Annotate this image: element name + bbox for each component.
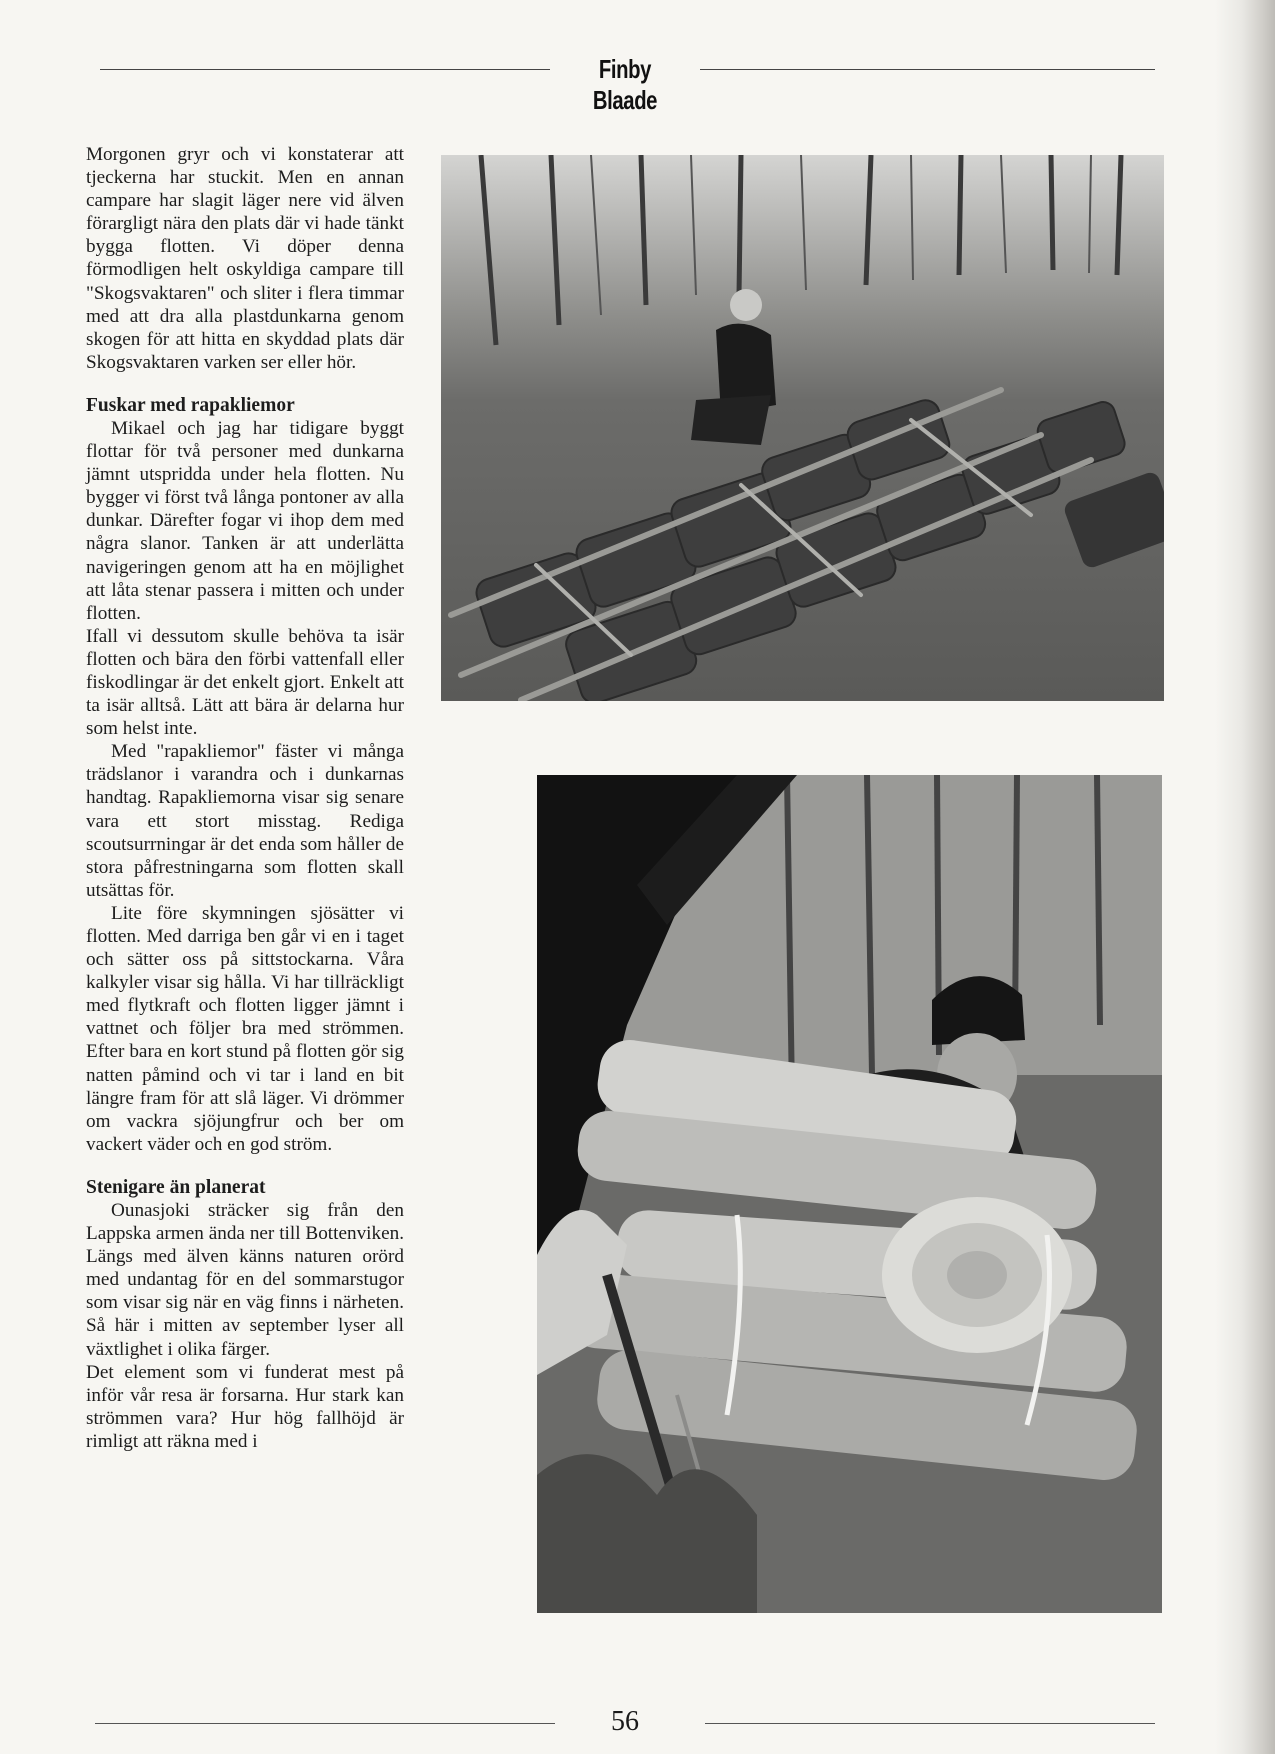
section-heading-rapakliemor: Fuskar med rapakliemor <box>86 394 295 416</box>
page-number: 56 <box>611 1706 639 1737</box>
paragraph: Mikael och jag har tidigare byggt flottar för två personer med dunkarna jämnt utspridda under hela flotten. Nu bygger vi först två långa pontoner av alla dunkar. Därefter fogar vi ihop dem med några slanor. Tanken är att underlätta navigeringen genom att ha en möjlighet att låta stenar passera i mitten och under flotten. <box>86 417 404 624</box>
paragraph: Det element som vi funderat mest på inför vår resa är forsarna. Hur stark kan strömmen vara? Hur hög fallhöjd är rimligt att räkna med i <box>86 1361 404 1452</box>
article-text-column <box>86 143 404 1453</box>
header-rule-right <box>700 69 1155 70</box>
header-rule-left <box>100 69 550 70</box>
raft-pontoons-illustration <box>441 155 1164 701</box>
lashing-logs-photo <box>537 775 1162 1613</box>
paragraph: Lite före skymningen sjösätter vi flotten. Med darriga ben går vi en i taget och sätter oss på sittstockarna. Våra kalkyler visar sig hålla. Vi har tillräckligt med flytkraft och flotten ligger jämnt i vattnet och följer bra med strömmen. Efter bara en kort stund på flotten gör sig natten påmind och vi tar i land en bit längre fram för att slå läger. Vi drömmer om vackra sjöjungfrur och ber om vackert väder och en god ström. <box>86 902 404 1155</box>
paragraph: Ounasjoki sträcker sig från den Lappska armen ända ner till Bottenviken. Längs med älven känns naturen orörd med undantag för en del sommarstugor som visar sig när en väg finns i närheten. Så här i mitten av september lyser all växtlighet i olika färger. <box>86 1199 404 1360</box>
lashing-logs-illustration <box>537 775 1162 1613</box>
footer-rule-left <box>95 1723 555 1724</box>
raft-pontoons-photo <box>441 155 1164 701</box>
running-header-title: Finby Blaade <box>592 54 658 115</box>
intro-paragraph: Morgonen gryr och vi konstaterar att tjeckerna har stuckit. Men en annan campare har slagit läger nere vid älven förargligt nära den plats där vi hade tänkt bygga flotten. Vi döper denna förmodligen helt oskyldiga campare till "Skogsvaktaren" och sliter i flera timmar med att dra alla plastdunkarna genom skogen för att hitta en skyddad plats där Skogsvaktaren varken ser eller hör. <box>86 144 404 373</box>
paragraph: Ifall vi dessutom skulle behöva ta isär flotten och bära den förbi vattenfall eller fiskodlingar är det enkelt gjort. Enkelt att ta isär alltså. Lätt att bära är delarna hur som helst inte. <box>86 625 404 740</box>
page-spine-shadow <box>1215 0 1275 1754</box>
footer-rule-right <box>705 1723 1155 1724</box>
paragraph: Med "rapakliemor" fäster vi många trädslanor i varandra och i dunkarnas handtag. Rapakliemorna visar sig senare vara ett stort misstag. Rediga scoutsurrningar är det enda som håller de stora påfrestningarna som flotten skall utsättas för. <box>86 741 404 901</box>
section-heading-stenigare: Stenigare än planerat <box>86 1176 266 1198</box>
